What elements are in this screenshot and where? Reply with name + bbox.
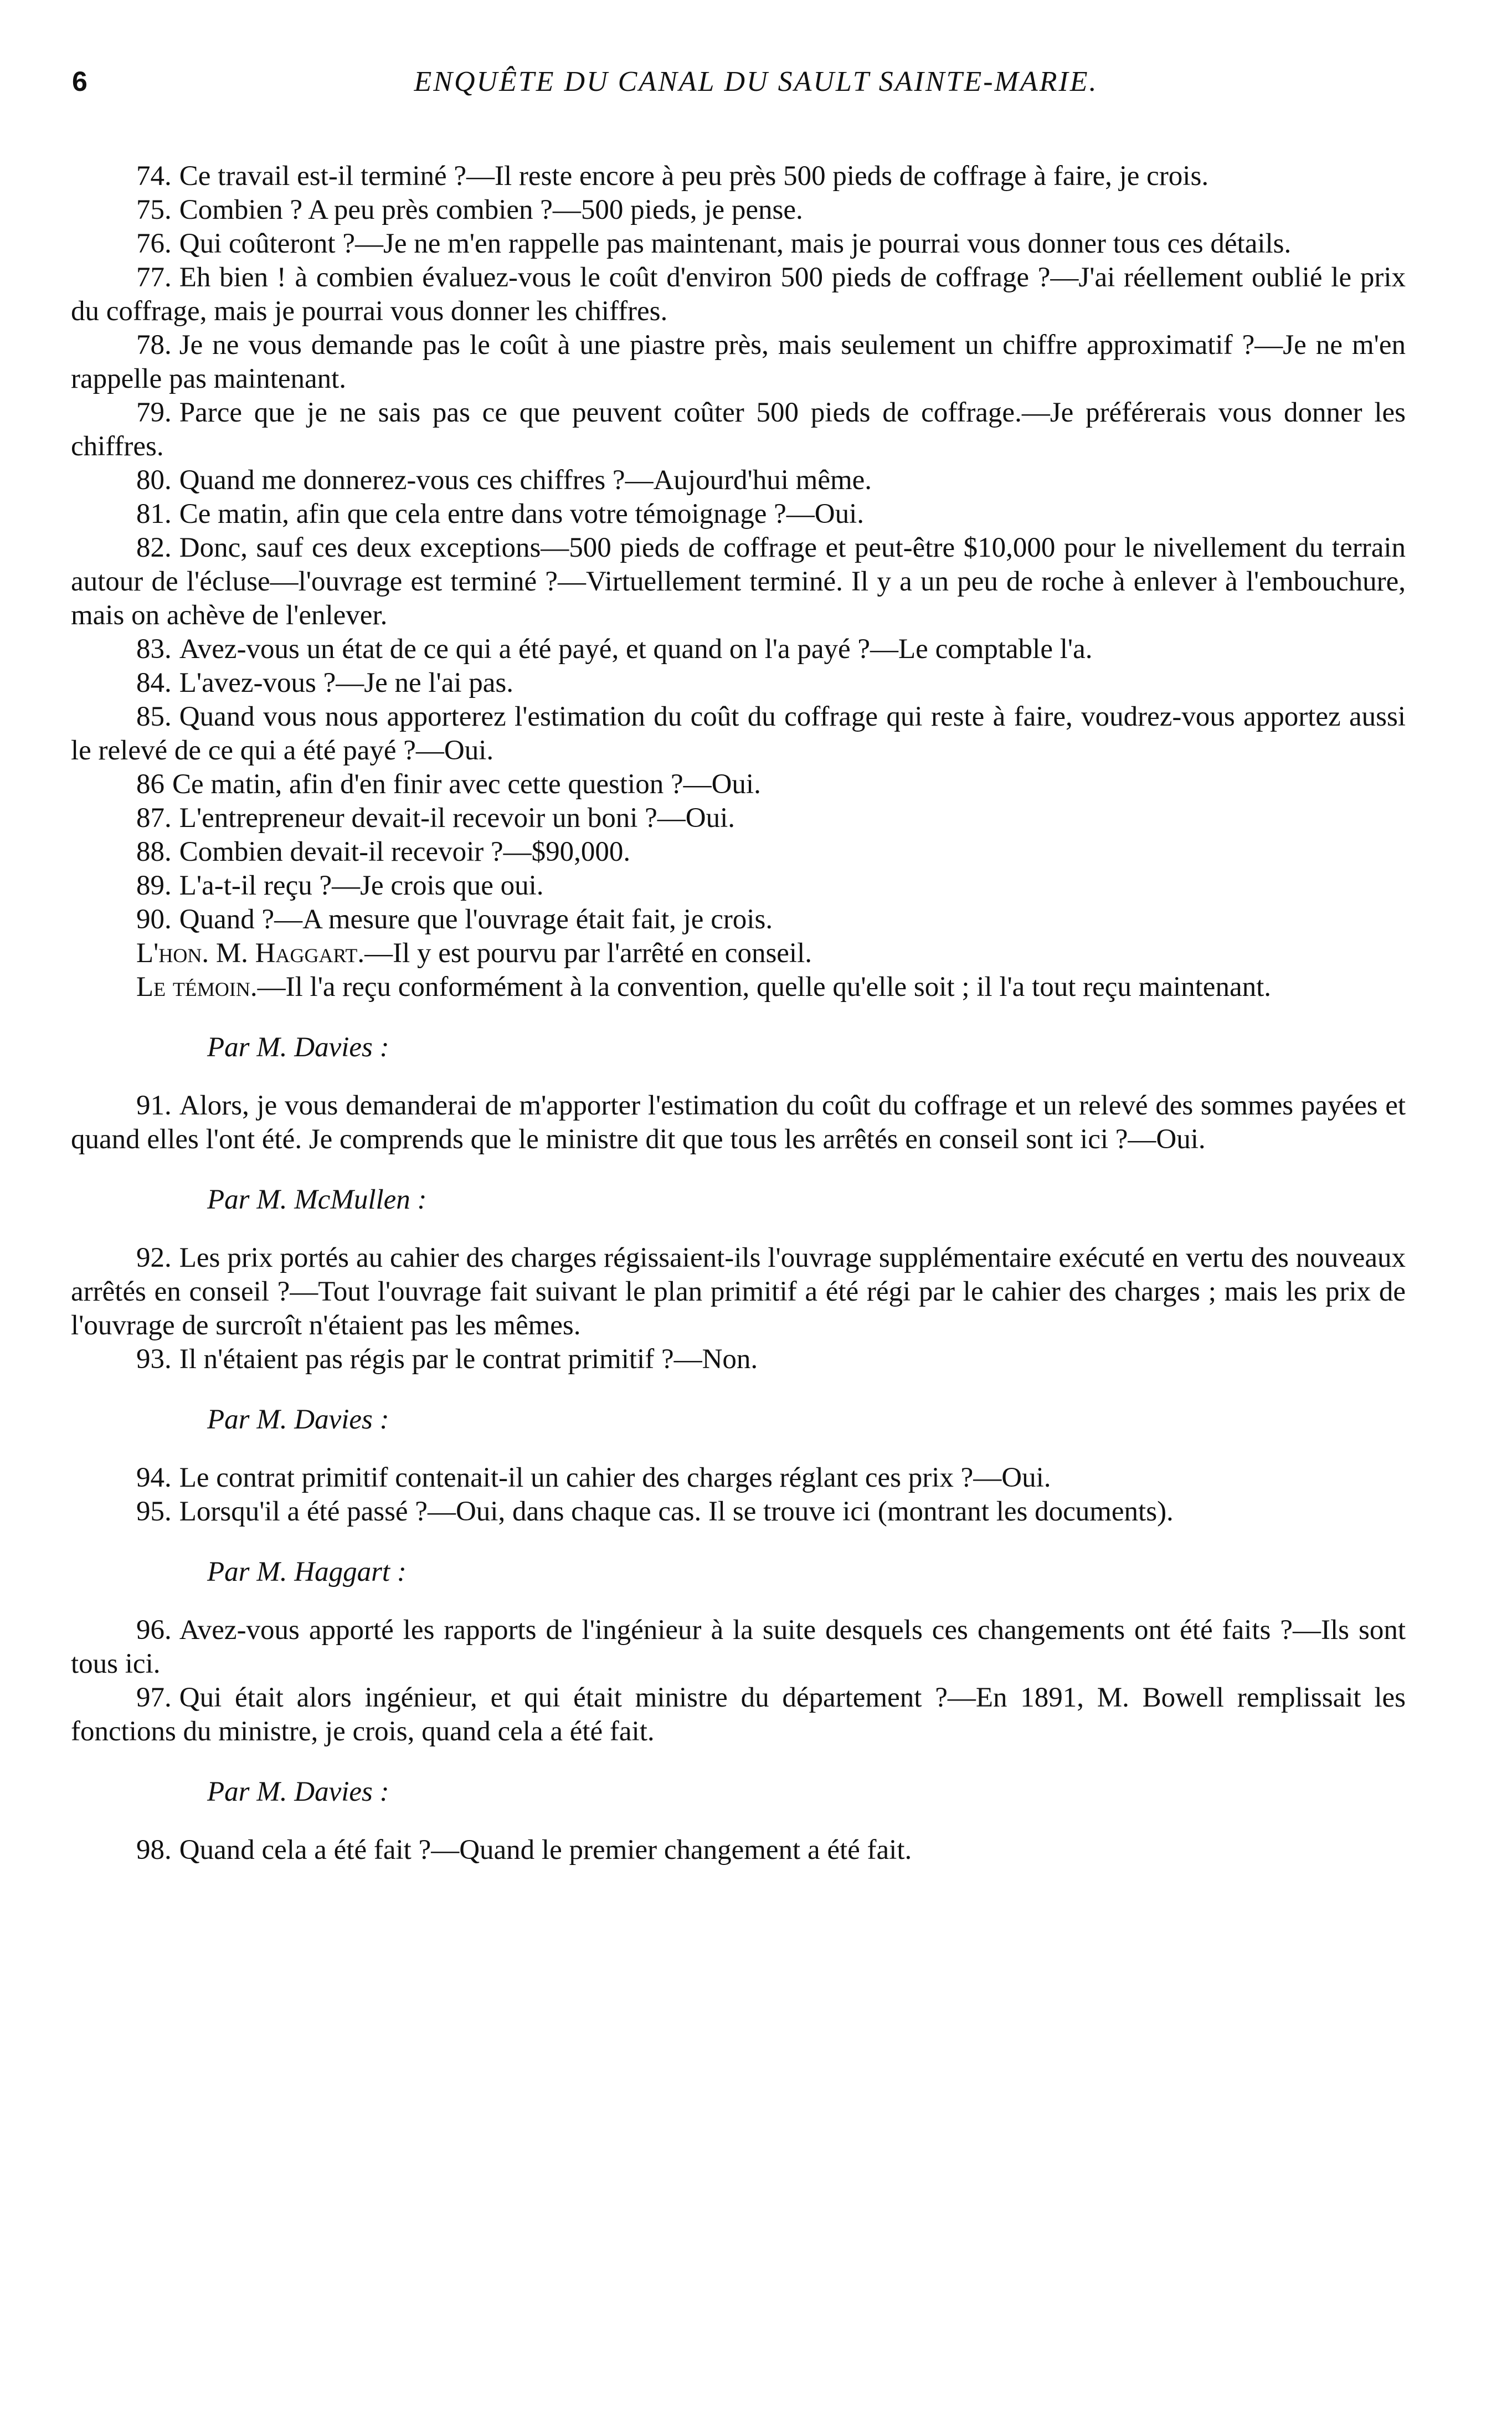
question-number: 75. [136, 194, 172, 225]
remark-text: —Il l'a reçu conformément à la convention, quelle qu'elle soit ; il l'a tout reçu maintenant. [257, 972, 1271, 1003]
question-number: 96. [136, 1615, 172, 1646]
question-number: 81. [136, 499, 172, 530]
question-text: Combien ? A peu près combien ?—500 pieds, je pense. [179, 194, 803, 225]
question-text: L'a-t-il reçu ?—Je crois que oui. [179, 870, 544, 901]
question-number: 80. [136, 465, 172, 496]
speaker-heading: Par M. McMullen : [207, 1184, 427, 1215]
question-answer [71, 633, 1406, 666]
question-text: Avez-vous apporté les rapports de l'ingénieur à la suite desquels ces changements ont été faits ?—Ils sont tous ici. [71, 1615, 1406, 1679]
question-text: Qui coûteront ?—Je ne m'en rappelle pas maintenant, mais je pourrai vous donner tous ces détails. [179, 228, 1292, 259]
question-text: Avez-vous un état de ce qui a été payé, et quand on l'a payé ?—Le comptable l'a. [179, 634, 1093, 665]
question-answer [71, 261, 1406, 328]
question-number: 92. [136, 1242, 172, 1273]
question-number: 91. [136, 1090, 172, 1121]
question-number: 82. [136, 532, 172, 563]
question-text: Je ne vous demande pas le coût à une piastre près, mais seulement un chiffre approximatif ?—Je ne m'en rappelle pas maintenant. [71, 330, 1406, 394]
question-text: Quand ?—A mesure que l'ouvrage était fait, je crois. [179, 904, 773, 935]
question-text: Qui était alors ingénieur, et qui était ministre du département ?—En 1891, M. Bowell remplissait les fonctions du ministre, je crois, quand cela a été fait. [71, 1682, 1406, 1747]
question-number: 78. [136, 330, 172, 361]
question-text: Le contrat primitif contenait-il un cahier des charges réglant ces prix ?—Oui. [179, 1462, 1051, 1493]
question-answer [71, 160, 1406, 193]
question-number: 79. [136, 397, 172, 428]
running-title: ENQUÊTE DU CANAL DU SAULT SAINTE-MARIE. [414, 66, 1098, 97]
speaker-name: L'hon. M. Haggart. [136, 938, 365, 969]
question-answer [71, 666, 1406, 700]
remark-paragraph [71, 970, 1406, 1004]
question-answer [71, 464, 1406, 497]
question-text: Ce matin, afin d'en finir avec cette question ?—Oui. [172, 769, 761, 800]
question-text: L'avez-vous ?—Je ne l'ai pas. [179, 667, 513, 698]
question-answer [71, 1241, 1406, 1343]
question-number: 77. [136, 262, 172, 293]
question-answer [71, 700, 1406, 768]
question-number: 83. [136, 634, 172, 665]
question-number: 74. [136, 161, 172, 192]
question-answer [71, 497, 1406, 531]
question-answer [71, 1833, 1406, 1867]
remark-text: —Il y est pourvu par l'arrêté en conseil. [364, 938, 812, 969]
question-answer [71, 903, 1406, 937]
question-answer [71, 1461, 1406, 1495]
question-number: 76. [136, 228, 172, 259]
question-number: 94. [136, 1462, 172, 1493]
question-answer [71, 801, 1406, 835]
question-text: Combien devait-il recevoir ?—$90,000. [179, 836, 631, 867]
question-answer [71, 531, 1406, 633]
question-text: Alors, je vous demanderai de m'apporter l'estimation du coût du coffrage et un relevé des sommes payées et quand elles l'ont été. Je comprends que le ministre dit que tous les arrêtés en conseil sont ici ?—Oui. [71, 1090, 1406, 1155]
question-text: Ce matin, afin que cela entre dans votre témoignage ?—Oui. [179, 499, 865, 530]
remark-paragraph [71, 937, 1406, 970]
question-number: 86 [136, 769, 164, 800]
question-text: Quand me donnerez-vous ces chiffres ?—Aujourd'hui même. [179, 465, 872, 496]
question-answer [71, 1614, 1406, 1681]
question-answer [71, 1681, 1406, 1749]
page-header [72, 65, 1440, 104]
question-text: Parce que je ne sais pas ce que peuvent coûter 500 pieds de coffrage.—Je préférerais vous donner les chiffres. [71, 397, 1406, 462]
speaker-name: Le témoin. [136, 972, 258, 1003]
question-text: L'entrepreneur devait-il recevoir un boni ?—Oui. [179, 803, 736, 834]
question-answer [71, 227, 1406, 261]
question-number: 95. [136, 1496, 172, 1527]
speaker-heading: Par M. Davies : [207, 1032, 389, 1063]
question-answer [71, 768, 1406, 801]
question-answer [71, 1089, 1406, 1157]
question-number: 87. [136, 803, 172, 834]
question-text: Lorsqu'il a été passé ?—Oui, dans chaque cas. Il se trouve ici (montrant les documents). [179, 1496, 1174, 1527]
question-text: Les prix portés au cahier des charges régissaient-ils l'ouvrage supplémentaire exécuté en vertu des nouveaux arrêtés en conseil ?—Tout l'ouvrage fait suivant le plan primitif a été régi par le cahier des charges ; mais les prix de l'ouvrage de surcroît n'étaient pas les mêmes. [71, 1242, 1406, 1341]
speaker-heading: Par M. Davies : [207, 1404, 389, 1435]
question-text: Il n'étaient pas régis par le contrat primitif ?—Non. [179, 1344, 758, 1375]
speaker-heading: Par M. Davies : [207, 1776, 389, 1807]
question-text: Quand cela a été fait ?—Quand le premier changement a été fait. [179, 1835, 912, 1866]
question-number: 97. [136, 1682, 172, 1713]
speaker-heading: Par M. Haggart : [207, 1556, 407, 1587]
question-number: 98. [136, 1835, 172, 1866]
question-number: 85. [136, 701, 172, 732]
question-answer [71, 193, 1406, 227]
question-number: 89. [136, 870, 172, 901]
question-text: Eh bien ! à combien évaluez-vous le coût d'environ 500 pieds de coffrage ?—J'ai réellement oublié le prix du coffrage, mais je pourrai vous donner les chiffres. [71, 262, 1406, 327]
question-number: 88. [136, 836, 172, 867]
question-answer [71, 328, 1406, 396]
question-answer [71, 396, 1406, 464]
question-number: 90. [136, 904, 172, 935]
question-text: Ce travail est-il terminé ?—Il reste encore à peu près 500 pieds de coffrage à faire, je crois. [179, 161, 1209, 192]
question-text: Donc, sauf ces deux exceptions—500 pieds de coffrage et peut-être $10,000 pour le nivellement du terrain autour de l'écluse—l'ouvrage est terminé ?—Virtuellement terminé. Il y a un peu de roche à enlever à l'embouchure, mais on achève de l'enlever. [71, 532, 1406, 631]
question-number: 93. [136, 1344, 172, 1375]
question-answer [71, 1343, 1406, 1376]
question-answer [71, 835, 1406, 869]
question-number: 84. [136, 667, 172, 698]
question-text: Quand vous nous apporterez l'estimation du coût du coffrage qui reste à faire, voudrez-vous apportez aussi le relevé de ce qui a été payé ?—Oui. [71, 701, 1406, 766]
page-number: 6 [72, 66, 88, 97]
body-text [71, 160, 1406, 1867]
question-answer [71, 1495, 1406, 1529]
question-answer [71, 869, 1406, 903]
